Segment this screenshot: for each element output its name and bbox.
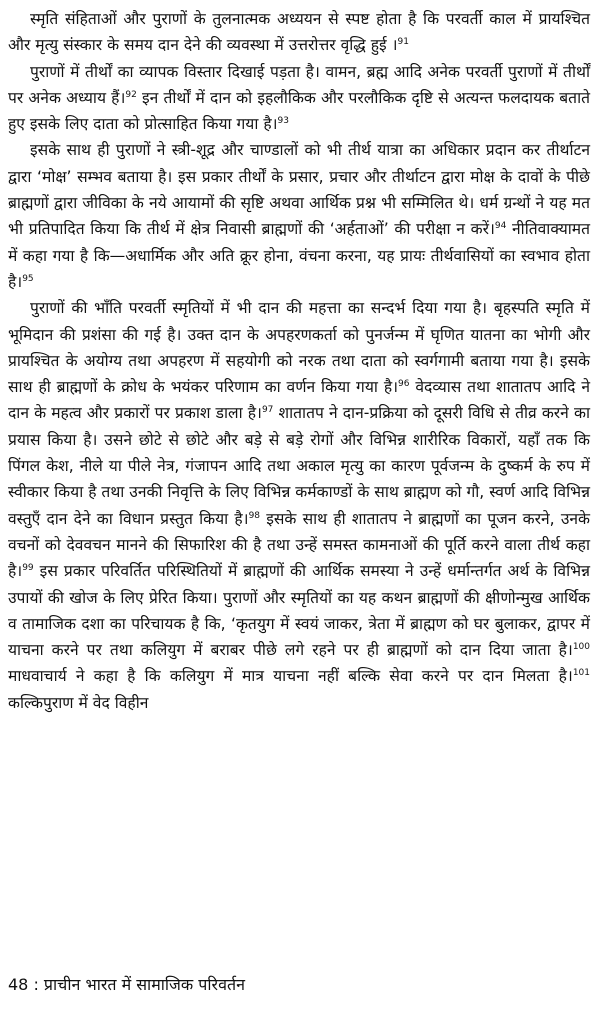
footnote-marker: 97 — [261, 405, 274, 416]
footnote-marker: 93 — [277, 116, 289, 126]
paragraph-text: कल्किपुराण में वेद विहीन — [8, 693, 149, 712]
footnote-marker: 101 — [572, 668, 590, 679]
paragraph-text: इस प्रकार परिवर्तित परिस्थितियों में ब्राह्मणों की आर्थिक समस्या ने उन्हें धर्मान्तर्गत अर्थ के विभिन्न उपायों की खोज के लिए प्रेरित किया। पुराणों और स्मृतियों का यह कथन ब्राह्मणों की क्षीणोन्मुख आर्थिक व तामाजिक दशा का परिचायक है कि, ‘कृतयुग में स्वयं जाकर, त्रेता में ब्राह्मण को घर बुलाकर, द्वापर में याचना करने पर तथा कलियुग में बराबर पीछे लगे रहने पर ही ब्राह्मणों को दान दिया जाता है। — [8, 562, 590, 660]
footnote-marker: 92 — [125, 89, 137, 100]
paragraph-text: शातातप ने दान-प्रक्रिया को दूसरी विधि से तीव्र करने का प्रयास किया है। उसने छोटे से छोटे और बड़े से बड़े रोगों और विभिन्न शारीरिक विकारों, यहाँ तक कि पिंगल केश, नीले या पीले नेत्र, गंजापन आदि तथा अकाल मृत्यु का कारण पूर्वजन्म के दुष्कर्म के रुप में स्वीकार किया है तथा उनकी निवृत्ति के लिए विभिन्न कर्मकाण्डों के साथ ब्राह्मण को गौ, स्वर्ण आदि विभिन्न वस्तुएँ दान देने का विधान प्रस्तुत किया है। — [8, 404, 590, 528]
paragraph-text: स्मृति संहिताओं और पुराणों के तुलनात्मक अध्ययन से स्पष्ट होता है कि परवर्ती काल में प्रायश्चित और मृत्यु संस्कार के समय दान देने की व्यवस्था में उत्तरोत्तर वृद्धि हुई । — [8, 10, 590, 55]
page-number: 48 — [8, 975, 29, 994]
paragraph-text: नीतिवाक्यामत में कहा गया है कि—अधार्मिक और अति क्रूर होना, वंचना करना, यह प्रायः तीर्थवासियों का स्वभाव होता है। — [8, 220, 590, 291]
footnote-marker: 100 — [572, 641, 590, 652]
footnote-marker: 95 — [22, 273, 34, 284]
paragraph-text: इन तीर्थों में दान को इहलौकिक और परलौकिक दृष्टि से अत्यन्त फलदायक बताते हुए इसके लिए दाता को प्रोत्साहित किया गया है। — [8, 88, 590, 134]
footnote-marker: 91 — [397, 37, 409, 48]
footnote-marker: 94 — [494, 221, 507, 232]
page-footer — [8, 972, 245, 998]
body-text — [8, 6, 590, 716]
book-title: प्राचीन भारत में सामाजिक परिवर्तन — [43, 975, 245, 994]
footnote-marker: 99 — [22, 563, 34, 574]
footnote-marker: 98 — [248, 510, 261, 521]
paragraph-text: वेदव्यास तथा शातातप आदि ने दान के महत्व और प्रकारों पर प्रकाश डाला है। — [8, 378, 590, 423]
paragraph-text: पुराणों की भाँति परवर्ती स्मृतियों में भी दान की महत्ता का सन्दर्भ दिया गया है। बृहस्पति स्मृति में भूमिदान की प्रशंसा की गई है। उक्त दान के अपहरणकर्ता को पुनर्जन्म में घृणित यातना का भोगी और प्रायश्चित के अयोग्य तथा अपहरण में सहयोगी को नरक तथा दाता को स्वर्गगामी बताया गया है। इसके साथ ही ब्राह्मणों के क्रोध के भयंकर परिणाम का वर्णन किया गया है। — [8, 299, 590, 397]
footer-separator: : — [28, 975, 44, 994]
paragraph — [8, 137, 590, 295]
footnote-marker: 96 — [398, 378, 410, 389]
paragraph — [8, 59, 590, 138]
paragraph — [8, 295, 590, 716]
paragraph — [8, 6, 590, 59]
paragraph-text: माधवाचार्य ने कहा है कि कलियुग में मात्र याचना नहीं बल्कि सेवा करने पर दान मिलता है। — [8, 667, 573, 686]
paragraph-text: इसके साथ ही पुराणों ने स्त्री-शूद्र और चाण्डालों को भी तीर्थ यात्रा का अधिकार प्रदान कर तीर्थाटन द्वारा ‘मोक्ष’ सम्भव बताया है। इस प्रकार तीर्थों के प्रसार, प्रचार और तीर्थाटन द्वारा मोक्ष के दावों के पीछे ब्राह्मणों द्वारा जीविका के नये आयामों की सृष्टि अथवा आर्थिक प्रश्न भी सम्मिलित थे। धर्म ग्रन्थों ने यह मत भी प्रतिपादित किया कि तीर्थ में क्षेत्र निवासी ब्राह्मणों की ‘अर्हताओं’ की परीक्षा न करें। — [8, 141, 590, 239]
paragraph-text: पुराणों में तीर्थों का व्यापक विस्तार दिखाई पड़ता है। वामन, ब्रह्म आदि अनेक परवर्ती पुराणों में तीर्थों पर अनेक अध्याय हैं। — [8, 62, 590, 107]
paragraph-text: इसके साथ ही शातातप ने ब्राह्मणों का पूजन करने, उनके वचनों को देववचन मानने की सिफारिश की है तथा उन्हें समस्त कामनाओं की पूर्ति करने वाला तीर्थ कहा है। — [8, 509, 590, 581]
